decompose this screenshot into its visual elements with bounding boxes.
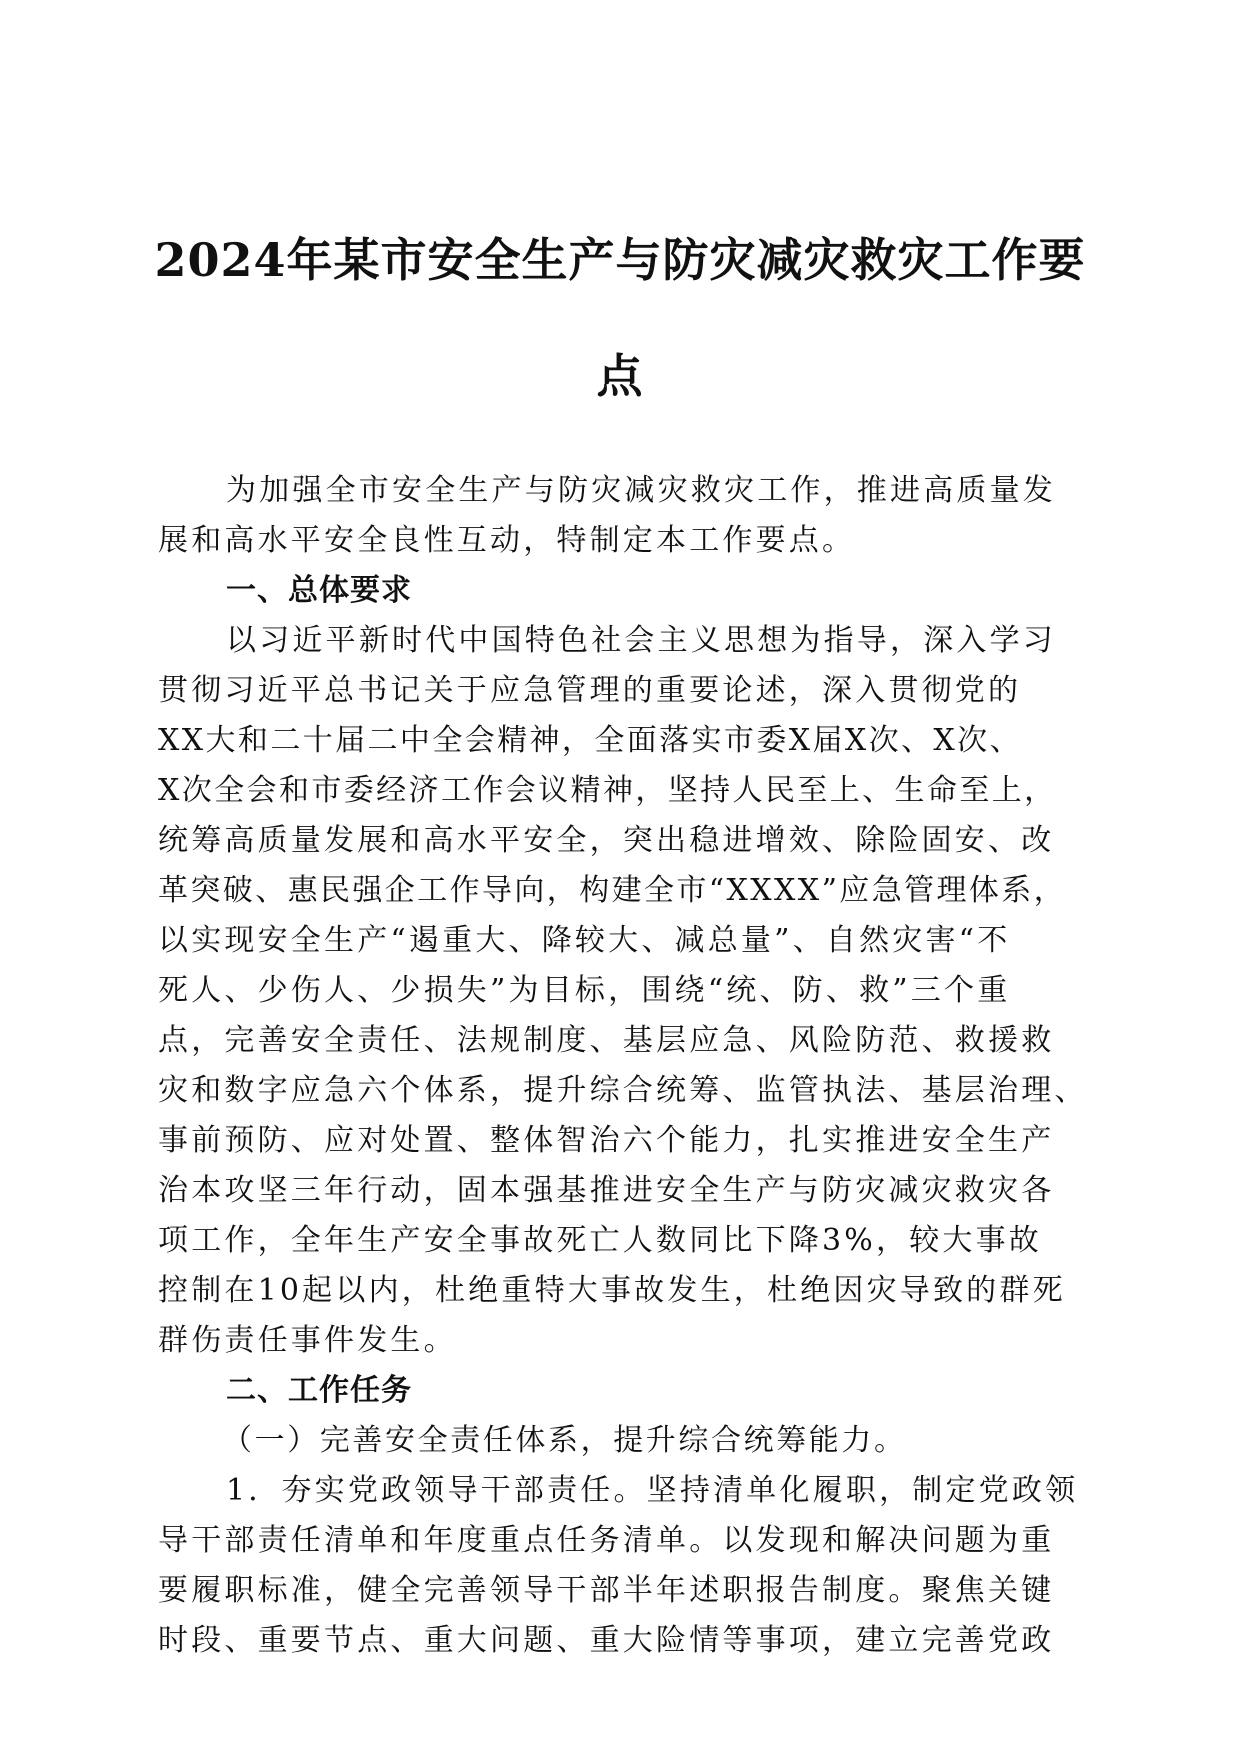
paragraph-line: 点，完善安全责任、法规制度、基层应急、风险防范、救援救 (158, 1023, 1055, 1058)
paragraph-line: 以习近平新时代中国特色社会主义思想为指导，深入学习 (226, 623, 1056, 658)
section-heading-general-requirements: 一、总体要求 (226, 573, 412, 608)
paragraph-line: 以实现安全生产“遏重大、降较大、减总量”、自然灾害“不 (158, 923, 1011, 958)
document-title-line-2: 点 (596, 349, 644, 403)
paragraph-line: 革突破、惠民强企工作导向，构建全市“XXXX”应急管理体系， (158, 873, 1067, 908)
document-body (158, 466, 1088, 1666)
document-title-line-1: 2024年某市安全生产与防灾减灾救灾工作要 (154, 233, 1086, 287)
subsection-heading: （一）完善安全责任体系，提升综合统筹能力。 (222, 1423, 907, 1458)
paragraph-line: 1．夯实党政领导干部责任。坚持清单化履职，制定党政领 (226, 1473, 1079, 1508)
paragraph-line: 导干部责任清单和年度重点任务清单。以发现和解决问题为重 (158, 1523, 1055, 1558)
paragraph-line: 事前预防、应对处置、整体智治六个能力，扎实推进安全生产 (158, 1123, 1055, 1158)
paragraph-line: 要履职标准，健全完善领导干部半年述职报告制度。聚焦关键 (158, 1573, 1055, 1608)
paragraph-line: X次全会和市委经济工作会议精神，坚持人民至上、生命至上， (158, 773, 1057, 808)
paragraph-line: 项工作，全年生产安全事故死亡人数同比下降3%，较大事故 (158, 1223, 1042, 1258)
section-heading-work-tasks: 二、工作任务 (226, 1373, 412, 1408)
paragraph-line: 灾和数字应急六个体系，提升综合统筹、监管执法、基层治理、 (158, 1073, 1088, 1108)
paragraph-line: 死人、少伤人、少损失”为目标，围绕“统、防、救”三个重 (158, 973, 1011, 1008)
paragraph-line: 贯彻习近平总书记关于应急管理的重要论述，深入贯彻党的 (158, 673, 1022, 708)
intro-paragraph-line: 展和高水平安全良性互动，特制定本工作要点。 (158, 523, 856, 558)
paragraph-line: 群伤责任事件发生。 (158, 1323, 457, 1358)
intro-paragraph-line: 为加强全市安全生产与防灾减灾救灾工作，推进高质量发 (226, 473, 1056, 508)
paragraph-line: XX大和二十届二中全会精神，全面落实市委X届X次、X次、 (158, 723, 1022, 758)
paragraph-line: 控制在10起以内，杜绝重特大事故发生，杜绝因灾导致的群死 (158, 1273, 1066, 1308)
paragraph-line: 统筹高质量发展和高水平安全，突出稳进增效、除险固安、改 (158, 823, 1055, 858)
paragraph-line: 时段、重要节点、重大问题、重大险情等事项，建立完善党政 (158, 1623, 1055, 1658)
paragraph-line: 治本攻坚三年行动，固本强基推进安全生产与防灾减灾救灾各 (158, 1173, 1055, 1208)
